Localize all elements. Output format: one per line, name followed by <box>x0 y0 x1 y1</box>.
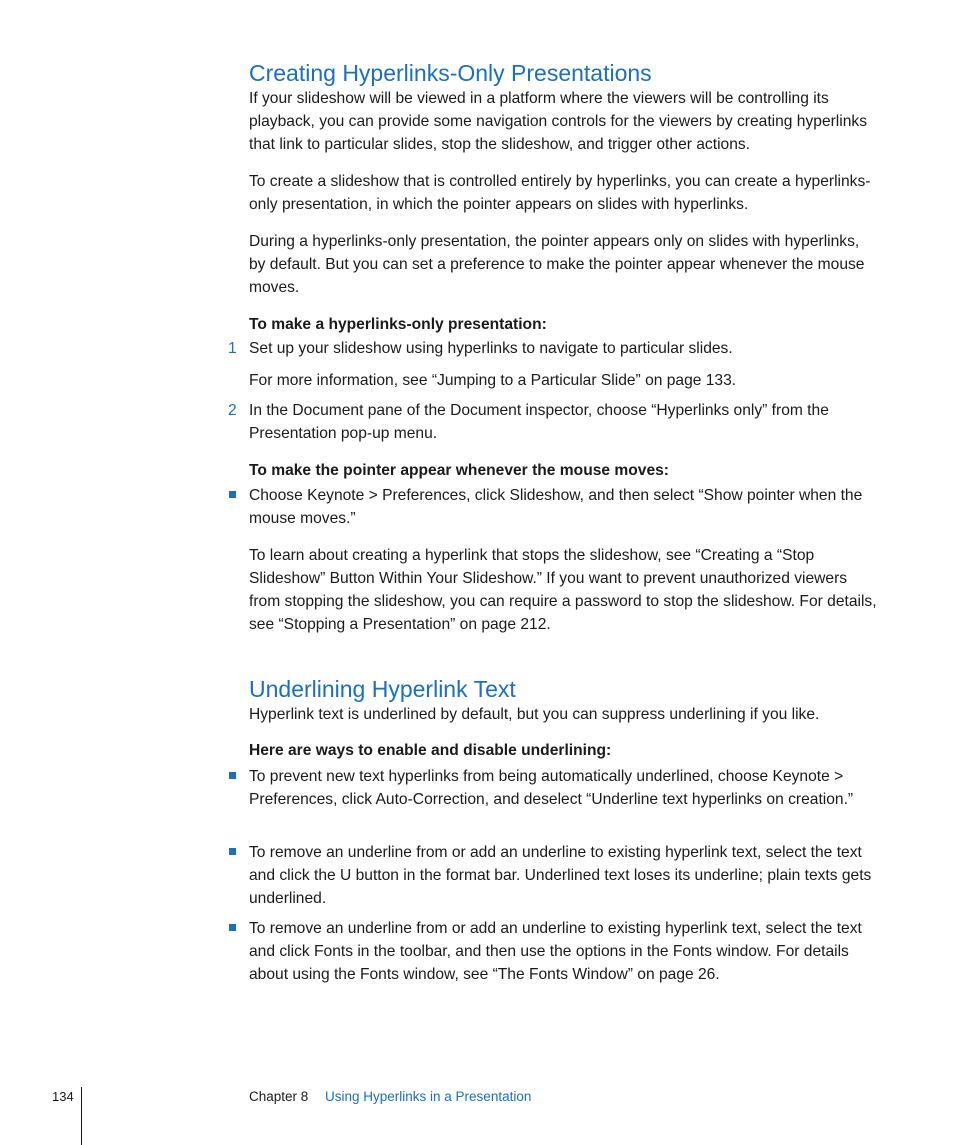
bullet-icon <box>229 848 236 855</box>
footer-chapter-title: Using Hyperlinks in a Presentation <box>325 1089 532 1104</box>
bullet-text: To remove an underline from or add an underline to existing hyperlink text, select the text and click the U button in the format bar. Underlined text loses its underline; plain texts gets underlined. <box>249 844 872 907</box>
bullet-text: To prevent new text hyperlinks from being automatically underlined, choose Keynote > Preferences, click Auto-Correction, and deselect “Underline text hyperlinks on creation.” <box>249 768 854 808</box>
step-text: In the Document pane of the Document inspector, choose “Hyperlinks only” from the Presentation pop-up menu. <box>249 402 829 442</box>
bullet-text: Choose Keynote > Preferences, click Slideshow, and then select “Show pointer when the mouse moves.” <box>249 487 863 527</box>
bullet-text: To remove an underline from or add an underline to existing hyperlink text, select the text and click Fonts in the toolbar, and then use the options in the Fonts window. For details about using the Fonts window, see “The Fonts Window” on page 26. <box>249 920 862 983</box>
paragraph: During a hyperlinks-only presentation, the pointer appears only on slides with hyperlinks, by default. But you can set a preference to make the pointer appear whenever the mouse moves. <box>249 233 865 296</box>
paragraph: To learn about creating a hyperlink that stops the slideshow, see “Creating a “Stop Slideshow” Button Within Your Slideshow.” If you want to prevent unauthorized viewers from stopping the slideshow, you can require a password to stop the slideshow. For details, see “Stopping a Presentation” on page 212. <box>249 547 877 633</box>
paragraph: If your slideshow will be viewed in a platform where the viewers will be controlling its playback, you can provide some navigation controls for the viewers by creating hyperlinks that link to particular slides, stop the slideshow, and trigger other actions. <box>249 90 868 153</box>
paragraph: To create a slideshow that is controlled entirely by hyperlinks, you can create a hyperlinks-only presentation, in which the pointer appears on slides with hyperlinks. <box>249 173 871 213</box>
bullet-icon <box>229 491 236 498</box>
step-number: 1 <box>228 340 237 357</box>
section-title: Creating Hyperlinks-Only Presentations <box>249 60 652 86</box>
step-text: Set up your slideshow using hyperlinks to navigate to particular slides. <box>249 340 733 357</box>
step-note: For more information, see “Jumping to a Particular Slide” on page 133. <box>249 372 737 389</box>
task-heading: Here are ways to enable and disable underlining: <box>249 742 612 759</box>
task-heading: To make a hyperlinks-only presentation: <box>249 316 547 333</box>
step-number: 2 <box>228 402 237 419</box>
page-number: 134 <box>52 1089 74 1104</box>
bullet-icon <box>229 772 236 779</box>
paragraph: Hyperlink text is underlined by default, but you can suppress underlining if you like. <box>249 706 820 723</box>
section-title: Underlining Hyperlink Text <box>249 676 516 702</box>
footer-divider <box>81 1087 82 1145</box>
bullet-icon <box>229 924 236 931</box>
footer-chapter: Chapter 8 <box>249 1089 309 1104</box>
task-heading: To make the pointer appear whenever the mouse moves: <box>249 462 669 479</box>
